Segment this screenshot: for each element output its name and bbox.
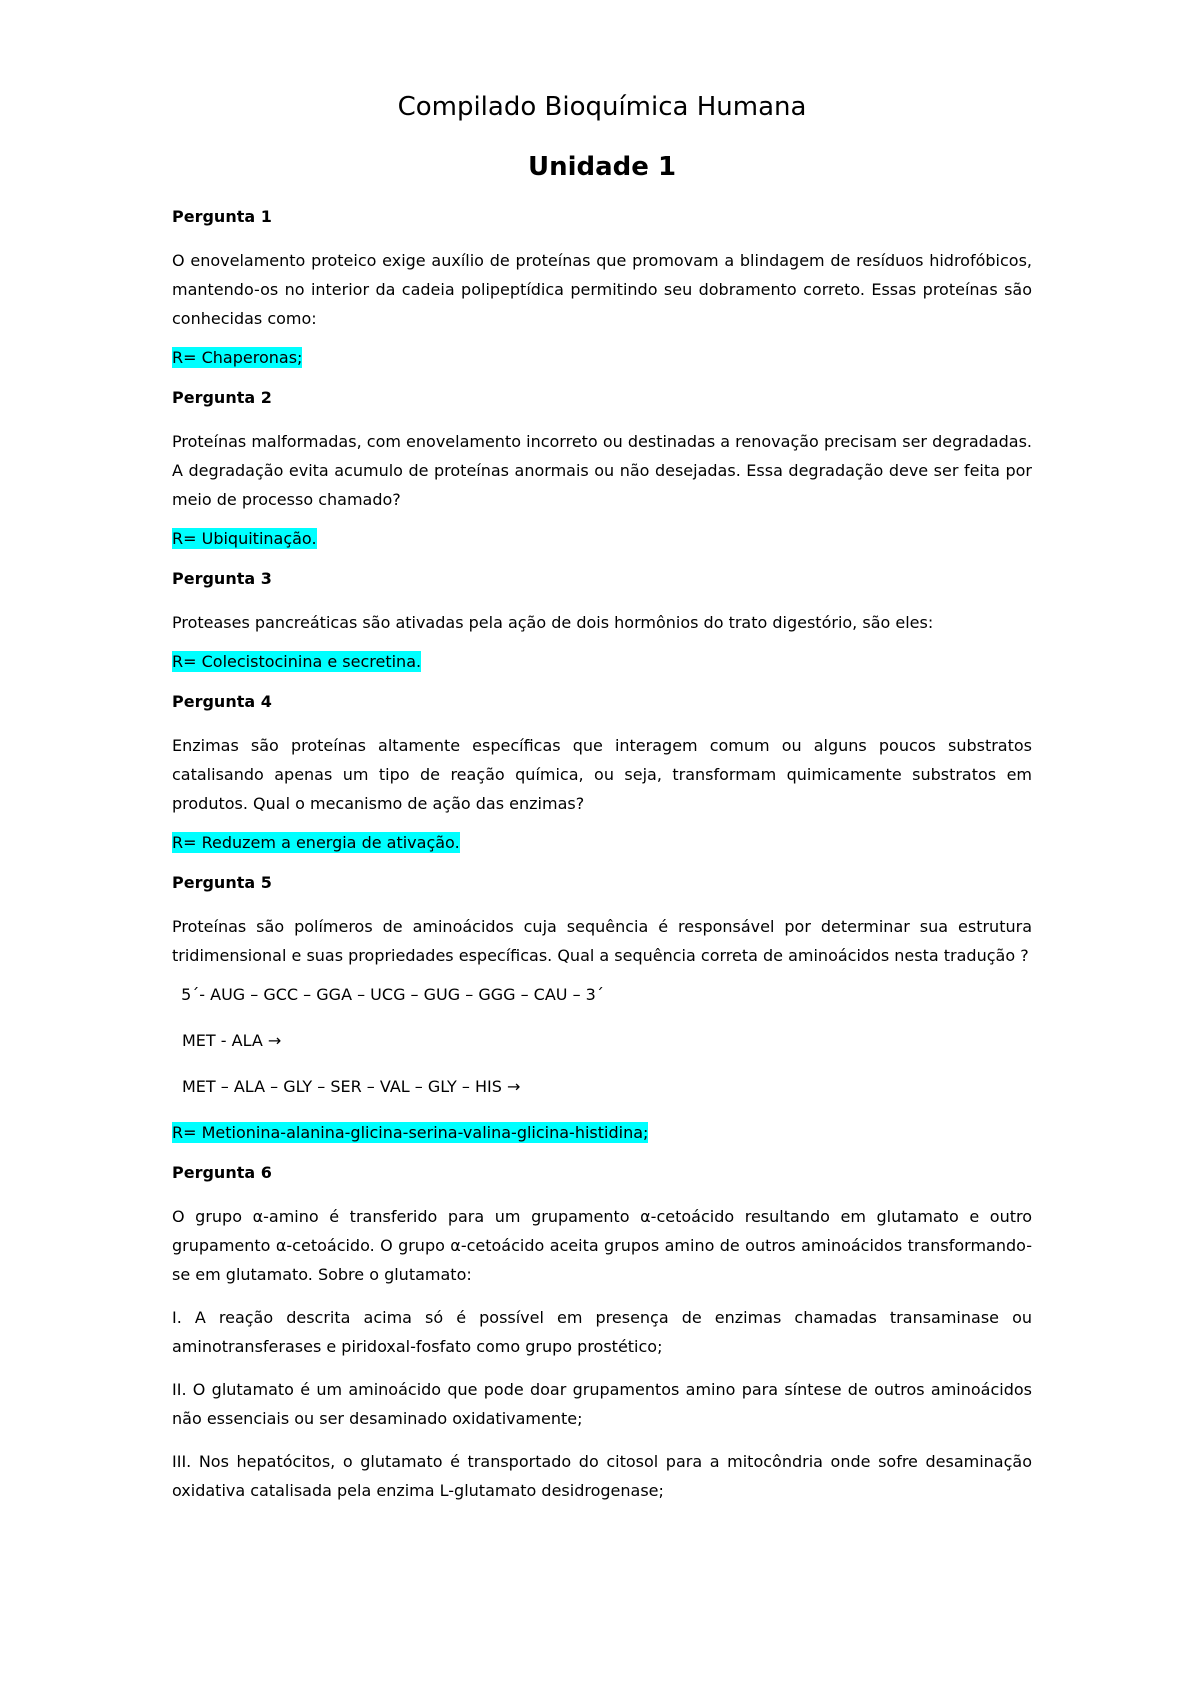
question-heading: Pergunta 5 (172, 873, 272, 892)
question-2 (172, 387, 1032, 550)
statement-3: III. Nos hepatócitos, o glutamato é transportado do citosol para a mitocôndria onde sofre desaminação oxidativa catalisada pela enzima L-glutamato desidrogenase; (172, 1452, 1032, 1500)
statement-2: II. O glutamato é um aminoácido que pode doar grupamentos amino para síntese de outros aminoácidos não essenciais ou ser desaminado oxidativamente; (172, 1380, 1032, 1428)
document-title: Compilado Bioquímica Humana (397, 92, 807, 122)
answer-highlight: R= Reduzem a energia de ativação. (172, 833, 460, 852)
question-text: O enovelamento proteico exige auxílio de proteínas que promovam a blindagem de resíduos hidrofóbicos, mantendo-os no interior da cadeia polipeptídica permitindo seu dobramento correto. Essas proteínas são conhecidas como: (172, 251, 1032, 328)
question-text: Enzimas são proteínas altamente específicas que interagem comum ou alguns poucos substratos catalisando apenas um tipo de reação química, ou seja, transformam quimicamente substratos em produtos. Qual o mecanismo de ação das enzimas? (172, 736, 1032, 813)
answer-line (172, 528, 1032, 550)
statement-1: I. A reação descrita acima só é possível em presença de enzimas chamadas transaminase ou aminotransferases e piridoxal-fosfato como grupo prostético; (172, 1308, 1032, 1356)
answer-highlight: R= Chaperonas; (172, 348, 303, 367)
translation-full: MET – ALA – GLY – SER – VAL – GLY – HIS → (182, 1077, 521, 1096)
answer-line (172, 832, 1032, 854)
question-text: Proteínas são polímeros de aminoácidos cuja sequência é responsável por determinar sua estrutura tridimensional e suas propriedades específicas. Qual a sequência correta de aminoácidos nesta tradução ? (172, 917, 1032, 965)
question-heading: Pergunta 2 (172, 388, 272, 407)
question-1 (172, 206, 1032, 369)
translation-partial: MET - ALA → (182, 1031, 282, 1050)
answer-highlight: R= Colecistocinina e secretina. (172, 652, 422, 671)
document-subtitle: Unidade 1 (527, 152, 677, 182)
question-text: Proteínas malformadas, com enovelamento incorreto ou destinadas a renovação precisam ser degradadas. A degradação evita acumulo de proteínas anormais ou não desejadas. Essa degradação deve ser feita por meio de processo chamado? (172, 432, 1032, 509)
question-heading: Pergunta 4 (172, 692, 272, 711)
answer-line (172, 1122, 1032, 1144)
mrna-sequence: 5´- AUG – GCC – GGA – UCG – GUG – GGG – CAU – 3´ (176, 985, 604, 1004)
answer-highlight: R= Metionina-alanina-glicina-serina-valina-glicina-histidina; (172, 1123, 649, 1142)
question-3 (172, 568, 1032, 673)
question-4 (172, 691, 1032, 854)
question-text: Proteases pancreáticas são ativadas pela ação de dois hormônios do trato digestório, são eles: (172, 613, 934, 632)
question-text: O grupo α-amino é transferido para um grupamento α-cetoácido resultando em glutamato e outro grupamento α-cetoácido. O grupo α-cetoácido aceita grupos amino de outros aminoácidos transformando-se em glutamato. Sobre o glutamato: (172, 1207, 1032, 1284)
question-heading: Pergunta 6 (172, 1163, 272, 1182)
question-heading: Pergunta 3 (172, 569, 272, 588)
question-5 (172, 872, 1032, 1144)
question-6 (172, 1162, 1032, 1505)
question-heading: Pergunta 1 (172, 207, 272, 226)
answer-line (172, 651, 1032, 673)
answer-line (172, 347, 1032, 369)
answer-highlight: R= Ubiquitinação. (172, 529, 317, 548)
